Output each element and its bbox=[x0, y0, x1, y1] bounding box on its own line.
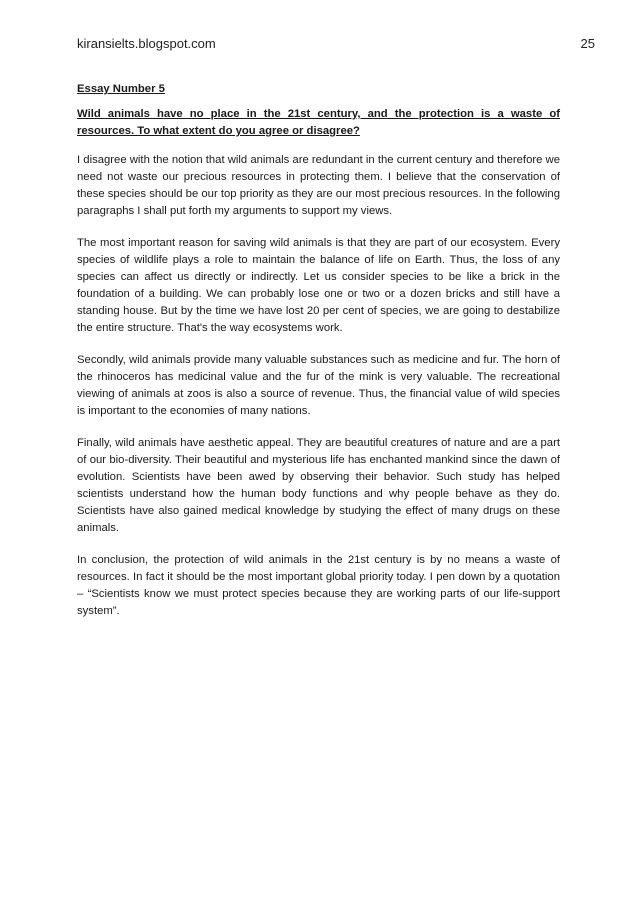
essay-body bbox=[77, 81, 560, 635]
paragraph-aesthetic-appeal: Finally, wild animals have aesthetic appeal. They are beautiful creatures of nature and are a part of our bio-diversity. Their beautiful and mysterious life has enchanted mankind since the dawn of evolution. Scientists have been awed by observing their behavior. Such study has helped scientists understand how the human body functions and why people behave as they do. Scientists have also gained medical knowledge by studying the effect of many drugs on these animals. bbox=[77, 437, 560, 534]
site-name: kiransielts.blogspot.com bbox=[77, 36, 216, 51]
paragraph-valuable-substances: Secondly, wild animals provide many valuable substances such as medicine and fur. The horn of the rhinoceros has medicinal value and the fur of the mink is very valuable. The recreational viewing of animals at zoos is also a source of revenue. Thus, the financial value of wild species is important to the economies of many nations. bbox=[77, 354, 560, 417]
page-number: 25 bbox=[580, 36, 595, 51]
paragraph-ecosystem: The most important reason for saving wild animals is that they are part of our ecosystem. Every species of wildlife plays a role to maintain the balance of life on Earth. Thus, the loss of any species can affect us directly or indirectly. Let us consider species to be like a brick in the foundation of a building. We can probably lose one or two or a dozen bricks and still have a standing house. But by the time we have lost 20 per cent of species, we are going to destabilize the entire structure. That's the way ecosystems work. bbox=[77, 237, 560, 334]
essay-number-heading: Essay Number 5 bbox=[77, 83, 165, 95]
essay-prompt: Wild animals have no place in the 21st century, and the protection is a waste of resources. To what extent do you agree or disagree? bbox=[77, 108, 560, 137]
paragraph-introduction: I disagree with the notion that wild animals are redundant in the current century and therefore we need not waste our precious resources in protecting them. I believe that the conservation of these species should be our top priority as they are our most precious resources. In the following paragraphs I shall put forth my arguments to support my views. bbox=[77, 154, 560, 217]
page-header bbox=[77, 36, 595, 54]
paragraph-conclusion: In conclusion, the protection of wild animals in the 21st century is by no means a waste of resources. In fact it should be the most important global priority today. I pen down by a quotation – “Scientists know we must protect species because they are working parts of our life-support system”. bbox=[77, 554, 560, 617]
